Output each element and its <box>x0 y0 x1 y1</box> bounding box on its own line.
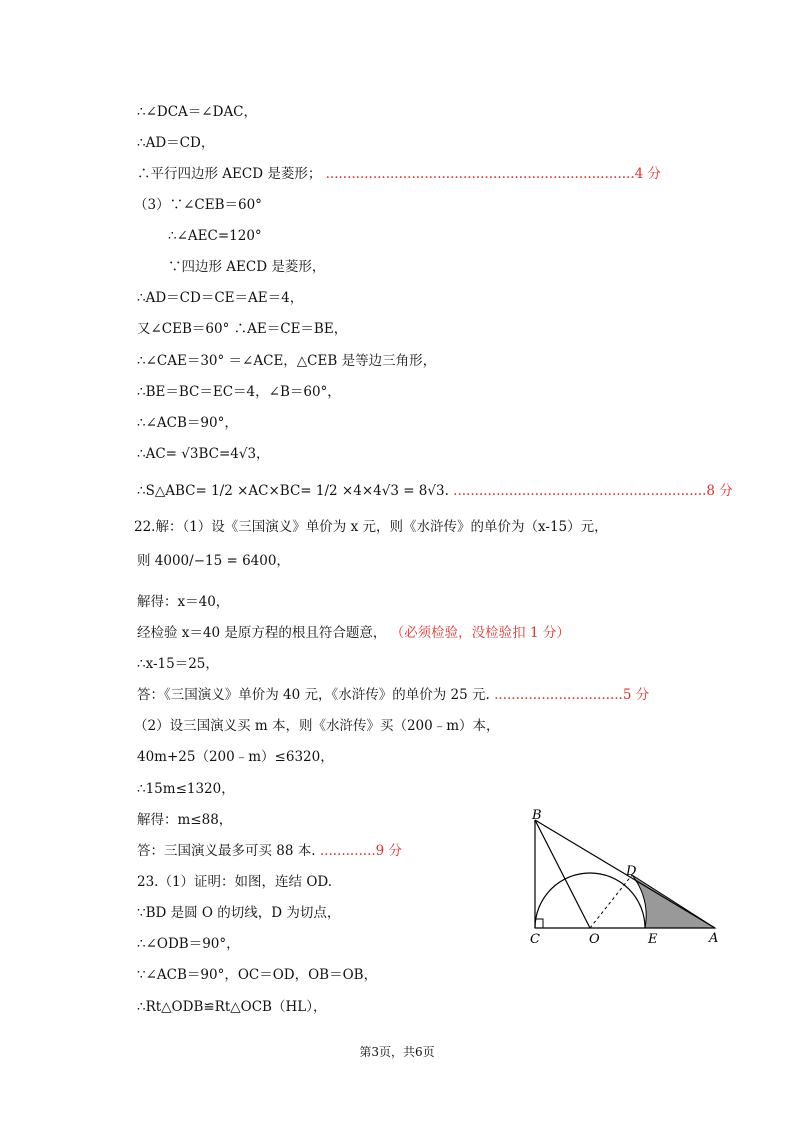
proof-line-12: ∴AC= √3BC=4√3， <box>137 446 270 462</box>
label-d: D <box>626 864 637 879</box>
label-b: B <box>532 808 542 823</box>
answer-text-2: 答：三国演义最多可买 88 本. <box>137 843 316 859</box>
proof-line-7: ∴AD＝CD＝CE＝AE＝4， <box>137 290 304 306</box>
proof-line-6: ∵四边形 AECD 是菱形， <box>168 259 326 275</box>
score-9: .............9 分 <box>319 843 403 859</box>
proof-line-8: 又∠CEB＝60° ∴AE＝CE＝BE， <box>137 321 348 337</box>
label-a: A <box>709 931 719 946</box>
label-o: O <box>589 932 600 947</box>
check-line <box>137 624 570 642</box>
proof-line-26: ∵BD 是圆 O 的切线，D 为切点， <box>137 905 341 921</box>
check-note: （必须检验，没检验扣 1 分） <box>390 625 570 641</box>
label-c: C <box>530 932 540 947</box>
geometry-figure <box>520 805 730 950</box>
proof-line-9: ∴∠CAE＝30° ＝∠ACE，△CEB 是等边三角形， <box>137 353 437 369</box>
answer-line-1 <box>137 686 649 704</box>
check-text: 经检验 x＝40 是原方程的根且符合题意， <box>137 625 387 641</box>
proof-line-22: ∴15m≤1320， <box>137 781 235 797</box>
proof-line-3 <box>137 165 661 183</box>
proof-line-2: ∴AD＝CD， <box>137 135 215 151</box>
label-e: E <box>648 932 658 947</box>
page-footer: 第3页，共6页 <box>359 1045 435 1059</box>
proof-line-18: ∴x-15＝25， <box>137 656 219 672</box>
proof-line-29: ∴Rt△ODB≌Rt△OCB（HL）， <box>137 999 327 1015</box>
proof-line-23: 解得：m≤88， <box>137 812 233 828</box>
answer-line-2 <box>137 842 402 860</box>
proof-text: ∴平行四边形 AECD 是菱形； <box>137 166 322 182</box>
right-angle-mark <box>535 919 543 928</box>
part3-header: （3）∵∠CEB＝60° <box>134 197 262 213</box>
answer-text: 答：《三国演义》单价为 40 元，《水浒传》的单价为 25 元. <box>137 687 490 703</box>
q23-header: 23.（1）证明：如图，连结 OD. <box>137 874 333 890</box>
score-5: ..............................5 分 <box>494 687 650 703</box>
proof-line-28: ∵∠ACB＝90°，OC＝OD，OB＝OB， <box>137 967 378 983</box>
semicircle-arc <box>535 873 645 928</box>
q22-header: 22.解：（1）设《三国演义》单价为 x 元，则《水浒传》的单价为（x-15）元， <box>134 519 608 535</box>
proof-line-5: ∴∠AEC=120° <box>168 228 262 244</box>
proof-line-10: ∴BE＝BC＝EC＝4，∠B＝60°， <box>137 384 341 400</box>
q22-part2: （2）设三国演义买 m 本，则《水浒传》买（200﹣m）本， <box>134 718 500 734</box>
score-4: ........................................................................4 分 <box>325 166 661 182</box>
inequality: 40m+25（200﹣m）≤6320， <box>137 749 334 765</box>
area-formula: ∴S△ABC= 1/2 ×AC×BC= 1/2 ×4×4√3 = 8√3. <box>137 483 449 499</box>
solve-line: 解得：x＝40， <box>137 594 230 610</box>
equation: 则 4000/−15 = 6400， <box>137 553 290 569</box>
proof-line-27: ∴∠ODB＝90°， <box>137 936 240 952</box>
proof-line-11: ∴∠ACB＝90°， <box>137 415 238 431</box>
segment-od <box>590 875 632 928</box>
score-8: ...........................................................8 分 <box>453 483 733 499</box>
proof-line-13 <box>137 482 733 500</box>
proof-line-1: ∴∠DCA＝∠DAC， <box>137 104 258 120</box>
